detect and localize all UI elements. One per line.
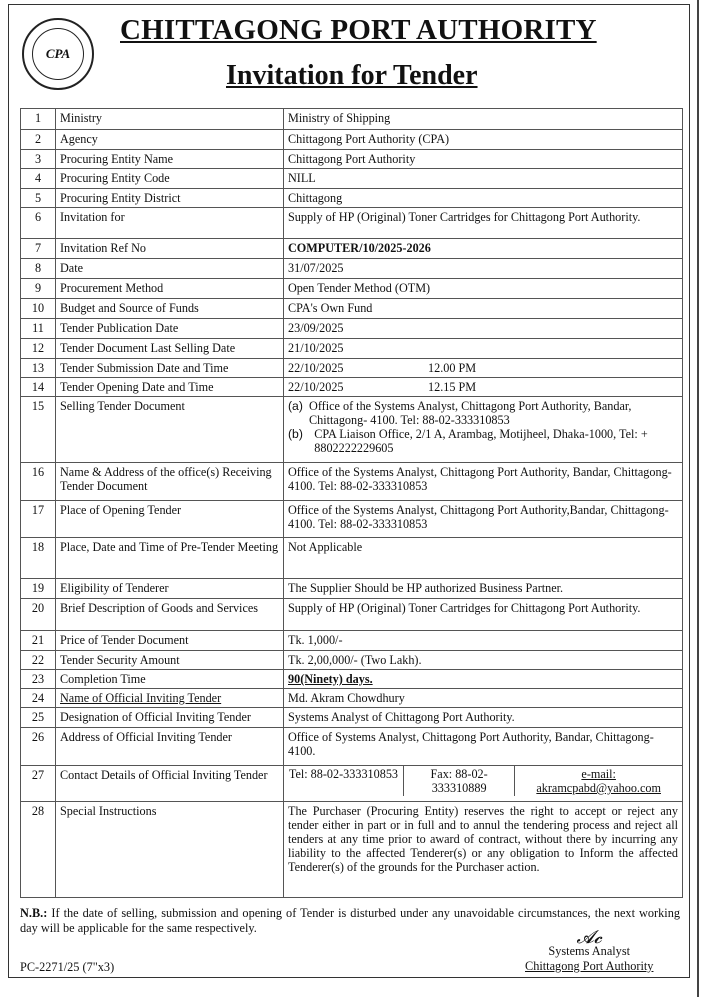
- row-number: 21: [21, 631, 56, 651]
- table-row: [21, 319, 683, 339]
- row-number: 4: [21, 169, 56, 189]
- table-row: [21, 189, 683, 208]
- row-value: Tk. 2,00,000/- (Two Lakh).: [288, 653, 422, 667]
- row-value-cell: [284, 189, 683, 208]
- table-row: [21, 538, 683, 579]
- row-label: Procuring Entity Name: [56, 150, 284, 169]
- table-row: [21, 463, 683, 501]
- table-row: [21, 651, 683, 670]
- row-value-cell: [284, 130, 683, 150]
- time-value: 12.00 PM: [428, 361, 477, 375]
- table-row: [21, 708, 683, 728]
- row-value: 23/09/2025: [288, 321, 344, 335]
- note-label: N.B.:: [20, 906, 48, 920]
- signature: 𝓐𝓬: [576, 927, 602, 948]
- row-value-cell: [284, 169, 683, 189]
- row-label: Budget and Source of Funds: [56, 299, 284, 319]
- row-value-cell: [284, 631, 683, 651]
- row-number: 15: [21, 397, 56, 463]
- table-row: [21, 208, 683, 239]
- document-title: Invitation for Tender: [226, 60, 478, 91]
- row-value-cell: [284, 378, 683, 397]
- row-value: Ministry of Shipping: [288, 111, 391, 125]
- row-label: Selling Tender Document: [56, 397, 284, 463]
- row-label: Eligibility of Tenderer: [56, 579, 284, 599]
- row-value-cell: [284, 150, 683, 169]
- row-number: 10: [21, 299, 56, 319]
- row-number: 24: [21, 689, 56, 708]
- table-row: [21, 239, 683, 259]
- row-value: Not Applicable: [288, 540, 363, 554]
- tel: Tel: 88-02-333310853: [288, 767, 399, 781]
- row-value-cell: [284, 299, 683, 319]
- table-row: [21, 169, 683, 189]
- row-value: 31/07/2025: [288, 261, 344, 275]
- row-label: Date: [56, 259, 284, 279]
- row-label: Special Instructions: [56, 802, 284, 898]
- row-value: Supply of HP (Original) Toner Cartridges for Chittagong Port Authority.: [288, 601, 641, 615]
- row-label: Tender Opening Date and Time: [56, 378, 284, 397]
- table-row: [21, 501, 683, 538]
- row-value: Chittagong: [288, 191, 343, 205]
- row-number: 22: [21, 651, 56, 670]
- row-value-cell: [284, 279, 683, 299]
- row-label: Address of Official Inviting Tender: [56, 728, 284, 766]
- row-number: 26: [21, 728, 56, 766]
- table-row: [21, 359, 683, 378]
- row-value: 90(Ninety) days.: [288, 672, 373, 686]
- row-value: COMPUTER/10/2025-2026: [288, 241, 431, 255]
- row-value-cell: [284, 319, 683, 339]
- row-label: Agency: [56, 130, 284, 150]
- row-value-cell: [284, 109, 683, 130]
- table-row: [21, 766, 683, 802]
- row-number: 27: [21, 766, 56, 802]
- row-number: 17: [21, 501, 56, 538]
- row-value: Chittagong Port Authority: [288, 152, 416, 166]
- table-row: [21, 599, 683, 631]
- table-row: [21, 728, 683, 766]
- row-value: Office of the Systems Analyst, Chittagong Port Authority, Bandar, Chittagong- 4100. Tel: 88-02-333310853: [288, 465, 672, 493]
- row-number: 16: [21, 463, 56, 501]
- signatory-org: Chittagong Port Authority: [525, 959, 654, 973]
- row-number: 18: [21, 538, 56, 579]
- row-value: Systems Analyst of Chittagong Port Authority.: [288, 710, 515, 724]
- table-row: [21, 378, 683, 397]
- row-label: Designation of Official Inviting Tender: [56, 708, 284, 728]
- table-row: [21, 299, 683, 319]
- row-number: 19: [21, 579, 56, 599]
- table-row: [21, 279, 683, 299]
- row-value: Tk. 1,000/-: [288, 633, 343, 647]
- table-row: [21, 150, 683, 169]
- row-value-cell: [284, 208, 683, 239]
- row-number: 13: [21, 359, 56, 378]
- row-value-cell: [284, 802, 683, 898]
- row-value: Chittagong Port Authority (CPA): [288, 132, 450, 146]
- row-label: Invitation Ref No: [56, 239, 284, 259]
- cpa-logo: [22, 18, 94, 90]
- row-label: Place of Opening Tender: [56, 501, 284, 538]
- row-label: Procuring Entity Code: [56, 169, 284, 189]
- row-number: 28: [21, 802, 56, 898]
- row-label: Brief Description of Goods and Services: [56, 599, 284, 631]
- organization-title: CHITTAGONG PORT AUTHORITY: [120, 14, 597, 46]
- tender-details-table: [20, 108, 683, 898]
- option-b-label: (b): [288, 427, 303, 441]
- table-row: [21, 802, 683, 898]
- row-value-cell: [284, 339, 683, 359]
- row-label: Tender Document Last Selling Date: [56, 339, 284, 359]
- table-row: [21, 631, 683, 651]
- option-a-label: (a): [288, 399, 303, 413]
- row-value: The Supplier Should be HP authorized Business Partner.: [288, 581, 564, 595]
- row-number: 20: [21, 599, 56, 631]
- email-link[interactable]: akramcpabd@yahoo.com: [536, 781, 661, 795]
- row-value: Office of the Systems Analyst, Chittagong Port Authority,Bandar, Chittagong- 4100. Tel: 88-02-333310853: [288, 503, 669, 531]
- row-label: Price of Tender Document: [56, 631, 284, 651]
- row-number: 23: [21, 670, 56, 689]
- cpa-logo-mark: CPA: [32, 28, 84, 80]
- row-value-cell: [284, 728, 683, 766]
- row-number: 6: [21, 208, 56, 239]
- option-b: CPA Liaison Office, 2/1 A, Arambag, Motijheel, Dhaka-1000, Tel: + 8802222229605: [314, 427, 648, 455]
- row-number: 2: [21, 130, 56, 150]
- row-value: Office of Systems Analyst, Chittagong Port Authority, Bandar, Chittagong-4100.: [288, 730, 654, 758]
- row-value-cell: [284, 651, 683, 670]
- row-value-cell: [284, 239, 683, 259]
- table-row: [21, 130, 683, 150]
- row-label: Completion Time: [56, 670, 284, 689]
- table-row: [21, 109, 683, 130]
- table-row: [21, 397, 683, 463]
- note-text: If the date of selling, submission and opening of Tender is disturbed under any unavoidable circumstances, the next working day will be applicable for the same respectively.: [20, 906, 680, 935]
- row-value-cell: [284, 397, 683, 463]
- option-a: Office of the Systems Analyst, Chittagong Port Authority, Bandar, Chittagong- 4100. Tel: 88-02-333310853: [309, 399, 632, 427]
- date-value: 22/10/2025: [288, 361, 344, 375]
- row-label: Name & Address of the office(s) Receiving Tender Document: [56, 463, 284, 501]
- signature-block: [525, 927, 654, 974]
- row-value-cell: [284, 538, 683, 579]
- row-value-cell: [284, 579, 683, 599]
- row-label: Ministry: [56, 109, 284, 130]
- row-value-cell: [284, 599, 683, 631]
- row-label: Tender Security Amount: [56, 651, 284, 670]
- row-number: 8: [21, 259, 56, 279]
- row-label: Tender Submission Date and Time: [56, 359, 284, 378]
- row-number: 12: [21, 339, 56, 359]
- scan-edge: [697, 0, 699, 997]
- row-label: Procuring Entity District: [56, 189, 284, 208]
- row-value-cell: [284, 259, 683, 279]
- row-number: 5: [21, 189, 56, 208]
- table-row: [21, 579, 683, 599]
- time-value: 12.15 PM: [428, 380, 477, 394]
- row-number: 14: [21, 378, 56, 397]
- row-number: 1: [21, 109, 56, 130]
- row-number: 11: [21, 319, 56, 339]
- signatory-title: Systems Analyst: [548, 944, 631, 958]
- row-label: Invitation for: [56, 208, 284, 239]
- row-label: Tender Publication Date: [56, 319, 284, 339]
- row-value-cell: [284, 463, 683, 501]
- row-value: NILL: [288, 171, 316, 185]
- table-row: [21, 670, 683, 689]
- row-value: Open Tender Method (OTM): [288, 281, 431, 295]
- row-number: 9: [21, 279, 56, 299]
- row-value-cell: [284, 670, 683, 689]
- row-value: Supply of HP (Original) Toner Cartridges for Chittagong Port Authority.: [288, 210, 641, 224]
- publication-code: PC-2271/25 (7"x3): [20, 960, 115, 974]
- row-value-cell: [284, 359, 683, 378]
- row-number: 25: [21, 708, 56, 728]
- table-row: [21, 689, 683, 708]
- row-value-cell: [284, 501, 683, 538]
- row-value: CPA's Own Fund: [288, 301, 373, 315]
- row-value: 21/10/2025: [288, 341, 344, 355]
- fax: Fax: 88-02-333310889: [403, 766, 514, 796]
- row-value-cell: [284, 708, 683, 728]
- row-label: Place, Date and Time of Pre-Tender Meeting: [56, 538, 284, 579]
- table-row: [21, 339, 683, 359]
- date-value: 22/10/2025: [288, 380, 344, 394]
- row-value: Md. Akram Chowdhury: [288, 691, 405, 705]
- row-number: 3: [21, 150, 56, 169]
- row-value: The Purchaser (Procuring Entity) reserves the right to accept or reject any tender either in part or in full and to annul the tendering process and reject all tenders at any time prior to award of contract, without there by incurring any liability to the affected Tenderer(s) or any obligation to Inform the affected Tenderer(s) of the grounds for the Purchaser action.: [288, 804, 678, 874]
- row-number: 7: [21, 239, 56, 259]
- table-row: [21, 259, 683, 279]
- row-label: Contact Details of Official Inviting Tender: [56, 766, 284, 802]
- row-label: Procurement Method: [56, 279, 284, 299]
- row-label: Name of Official Inviting Tender: [56, 689, 284, 708]
- email-label: e-mail:: [581, 767, 616, 781]
- row-value-cell: [284, 766, 683, 802]
- row-value-cell: [284, 689, 683, 708]
